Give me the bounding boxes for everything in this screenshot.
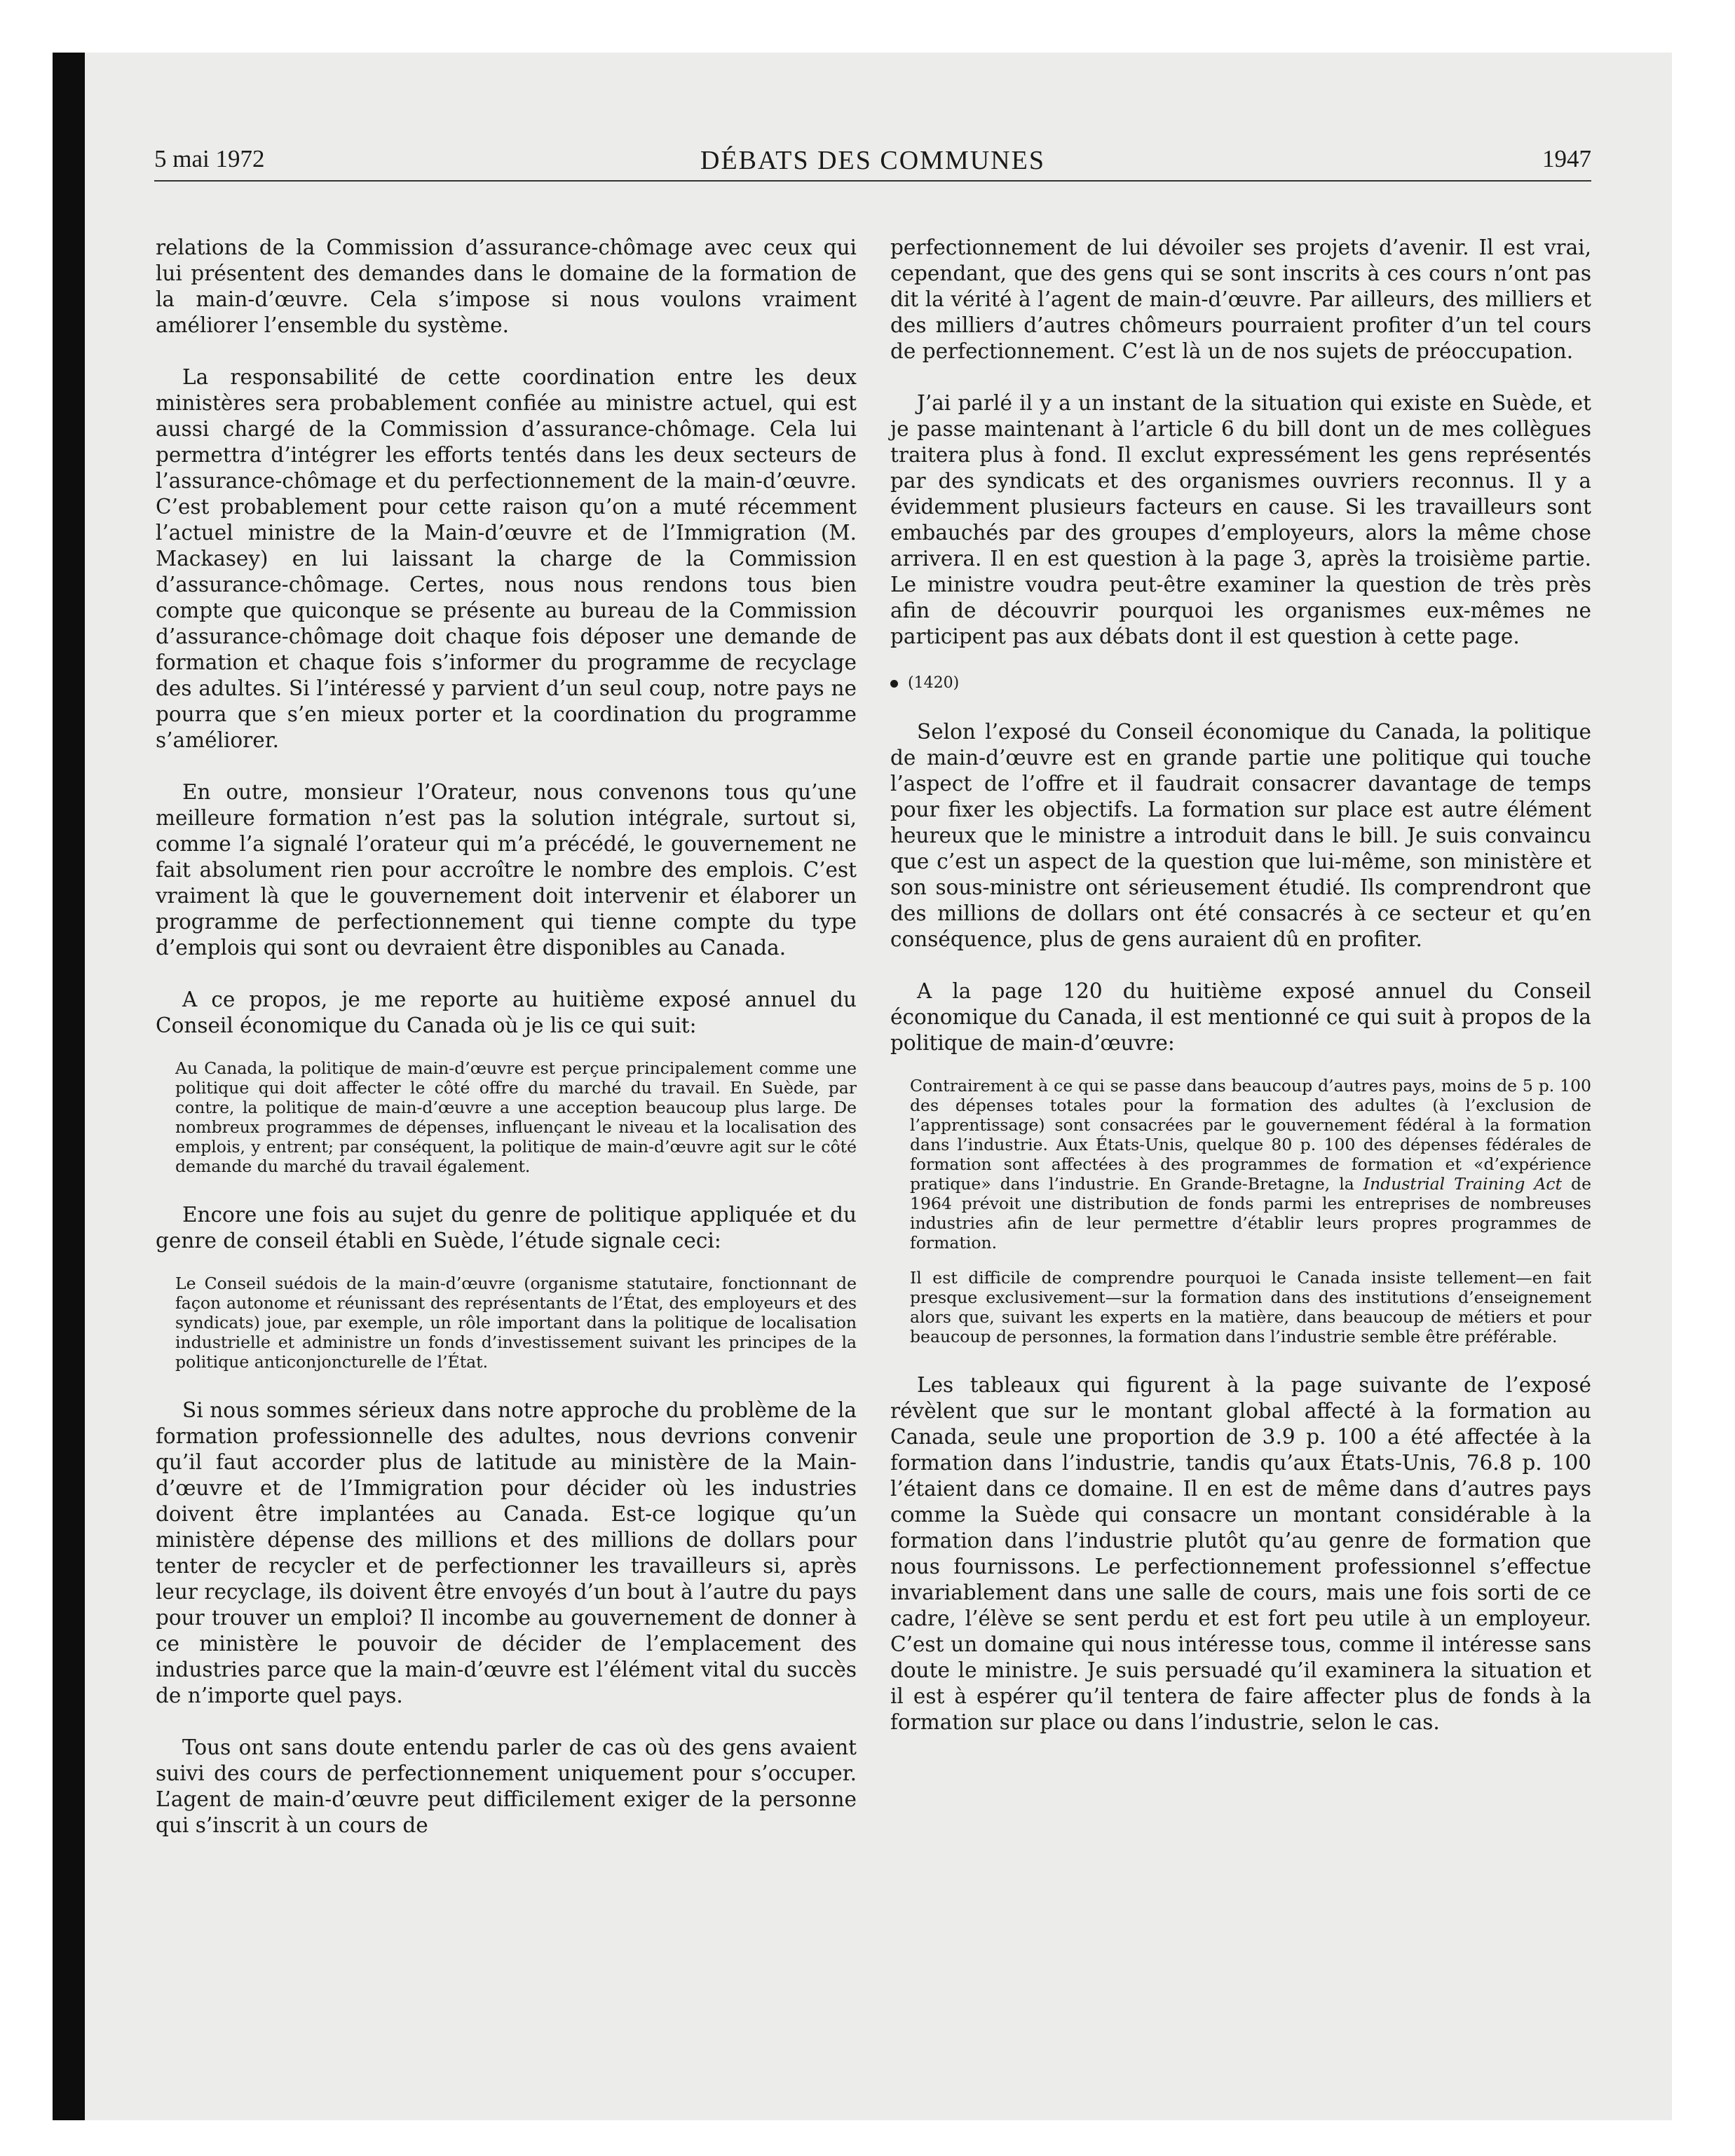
paragraph: Les tableaux qui figurent à la page suivante de l’exposé révèlent que sur le montant global affecté à la formation au Canada, seule une proportion de 3.9 p. 100 a été affectée à la formation dans l’industrie, tandis qu’aux États-Unis, 76.8 p. 100 l’étaient dans ce domaine. Il en est de même dans d’autres pays comme la Suède qui consacre un montant considérable à la formation dans l’industrie plutôt qu’au genre de formation que nous fournissons. Le perfectionnement professionnel s’effectue invariablement dans une salle de cours, mais une fois sorti de ce cadre, l’élève se sent perdu et est fort peu utile à un employeur. C’est un domaine qui nous intéresse tous, comme il intéresse sans doute le ministre. Je suis persuadé qu’il examinera la situation et il est à espérer qu’il tentera de faire affecter plus de fonds à la formation sur place ou dans l’industrie, selon le cas. bbox=[890, 1373, 1591, 1734]
act-title: Industrial Training Act bbox=[1363, 1174, 1563, 1194]
paragraph: A la page 120 du huitième exposé annuel du Conseil économique du Canada, il est mentionné ce qui suit à propos de la politique de main-d’œuvre: bbox=[890, 979, 1591, 1055]
quotation-text: Contrairement à ce qui se passe dans beaucoup d’autres pays, moins de 5 p. 100 des dépenses totales pour la formation des adultes (à l’exclusion de l’apprentissage) sont consacrées par le gouvernement fédéral à la formation dans l’industrie. Aux États-Unis, quelque 80 p. 100 des dépenses fédérales de formation sont affectées à des programmes de formation et «d’expérience pratique» dans l’industrie. En Grande-Bretagne, la bbox=[910, 1076, 1591, 1194]
paragraph: Selon l’exposé du Conseil économique du Canada, la politique de main-d’œuvre est en grande partie une politique qui touche l’aspect de l’offre et il faudrait consacrer davantage de temps pour fixer les objectifs. La formation sur place est autre élément heureux que le ministre a introduit dans le bill. Je suis convaincu que c’est un aspect de la question que lui-même, son ministère et son sous-ministre ont sérieusement étudié. Ils comprendront que des millions de dollars ont été consacrés à ce secteur et qu’en conséquence, plus de gens auraient dû en profiter. bbox=[890, 720, 1591, 951]
left-column bbox=[156, 235, 857, 1838]
paragraph: La responsabilité de cette coordination entre les deux ministères sera probablement confiée au ministre actuel, qui est aussi chargé de la Commission d’assurance-chômage. Cela lui permettra d’intégrer les efforts tentés dans les deux secteurs de l’assurance-chômage et du perfectionnement de la main-d’œuvre. C’est probablement pour cette raison qu’on a muté récemment l’actuel ministre de la Main-d’œuvre et de l’Immigration (M. Mackasey) en lui laissant la charge de la Commission d’assurance-chômage. Certes, nous nous rendons tous bien compte que quiconque se présente au bureau de la Commission d’assurance-chômage doit chaque fois déposer une demande de formation et chaque fois s’informer du programme de recyclage des adultes. Si l’intéressé y parvient d’un seul coup, notre pays ne pourra que s’en mieux porter et la coordination du programme s’améliorer. bbox=[156, 365, 857, 752]
quotation: Au Canada, la politique de main-d’œuvre est perçue principalement comme une politique qui doit affecter le côté offre du marché du travail. En Suède, par contre, la politique de main-d’œuvre a une acception beaucoup plus large. De nombreux programmes de dépenses, influençant le niveau et la localisation des emplois, y entrent; par conséquent, la politique de main-d’œuvre agit sur le côté demande du marché du travail également. bbox=[175, 1058, 857, 1176]
bullet-icon bbox=[890, 680, 898, 688]
page-header bbox=[154, 144, 1591, 182]
header-page-number: 1947 bbox=[1542, 145, 1591, 172]
timestamp-marker bbox=[890, 674, 1591, 693]
paragraph: Si nous sommes sérieux dans notre approche du problème de la formation professionnelle des adultes, nous devrions convenir qu’il faut accorder plus de latitude au ministère de la Main-d’œuvre et de l’Immigration pour décider où les industries doivent être implantées au Canada. Est-ce logique qu’un ministère dépense des millions et des millions de dollars pour tenter de recycler et de perfectionner les travailleurs si, après leur recyclage, ils doivent être envoyés d’un bout à l’autre du pays pour trouver un emploi? Il incombe au gouvernement de donner à ce ministère le pouvoir de décider de l’emplacement des industries parce que la main-d’œuvre est l’élément vital du succès de n’importe quel pays. bbox=[156, 1398, 857, 1707]
quotation: Il est difficile de comprendre pourquoi le Canada insiste tellement—en fait presque exclusivement—sur la formation dans des institutions d’enseignement alors que, suivant les experts en la matière, dans beaucoup de métiers et pour beaucoup de personnes, la formation dans l’industrie semble être préférable. bbox=[910, 1268, 1591, 1346]
paragraph: J’ai parlé il y a un instant de la situation qui existe en Suède, et je passe maintenant à l’article 6 du bill dont un de mes collègues traitera plus à fond. Il exclut expressément les gens représentés par des syndicats et des organismes ouvriers reconnus. Il y a évidemment plusieurs facteurs en cause. Si les travailleurs sont embauchés par des groupes d’employeurs, alors la même chose arrivera. Il en est question à la page 3, après la troisième partie. Le ministre voudra peut-être examiner la question de très près afin de découvrir pourquoi les organismes eux-mêmes ne participent pas aux débats dont il est question à cette page. bbox=[890, 391, 1591, 648]
paragraph: Encore une fois au sujet du genre de politique appliquée et du genre de conseil établi en Suède, l’étude signale ceci: bbox=[156, 1203, 857, 1253]
header-date: 5 mai 1972 bbox=[154, 145, 265, 172]
quotation: Le Conseil suédois de la main-d’œuvre (organisme statutaire, fonctionnant de façon autonome et réunissant des représentants de l’État, des employeurs et des syndicats) joue, par exemple, un rôle important dans la politique de localisation industrielle et administre un fonds d’investissement suivant les principes de la politique anticonjoncturelle de l’État. bbox=[175, 1274, 857, 1372]
timestamp: (1420) bbox=[908, 674, 960, 692]
paragraph: En outre, monsieur l’Orateur, nous convenons tous qu’une meilleure formation n’est pas la solution intégrale, surtout si, comme l’a signalé l’orateur qui m’a précédé, le gouvernement ne fait absolument rien pour accroître le nombre des emplois. C’est vraiment là que le gouvernement doit intervenir et élaborer un programme de perfectionnement qui tienne compte du type d’emplois qui sont ou devraient être disponibles au Canada. bbox=[156, 780, 857, 960]
paragraph: A ce propos, je me reporte au huitième exposé annuel du Conseil économique du Canada où je lis ce qui suit: bbox=[156, 988, 857, 1037]
paragraph: Tous ont sans doute entendu parler de cas où des gens avaient suivi des cours de perfectionnement uniquement pour s’occuper. L’agent de main-d’œuvre peut difficilement exiger de la personne qui s’inscrit à un cours de bbox=[156, 1735, 857, 1837]
quotation bbox=[890, 1076, 1591, 1253]
quotation-text: de 1964 prévoit une distribution de fonds parmi les entreprises de nombreuses industries afin de leur permettre d’établir leurs propres programmes de formation. bbox=[910, 1174, 1591, 1253]
paragraph: relations de la Commission d’assurance-chômage avec ceux qui lui présentent des demandes dans le domaine de la formation de la main-d’œuvre. Cela s’impose si nous voulons vraiment améliorer l’ensemble du système. bbox=[156, 236, 857, 337]
paragraph: perfectionnement de lui dévoiler ses projets d’avenir. Il est vrai, cependant, que des gens qui se sont inscrits à ces cours n’ont pas dit la vérité à l’agent de main-d’œuvre. Par ailleurs, des milliers et des milliers d’autres chômeurs pourraient profiter d’un tel cours de perfectionnement. C’est là un de nos sujets de préoccupation. bbox=[890, 236, 1591, 363]
right-column bbox=[890, 235, 1591, 1735]
scan-edge bbox=[53, 53, 85, 2120]
header-title: DÉBATS DES COMMUNES bbox=[700, 146, 1045, 175]
